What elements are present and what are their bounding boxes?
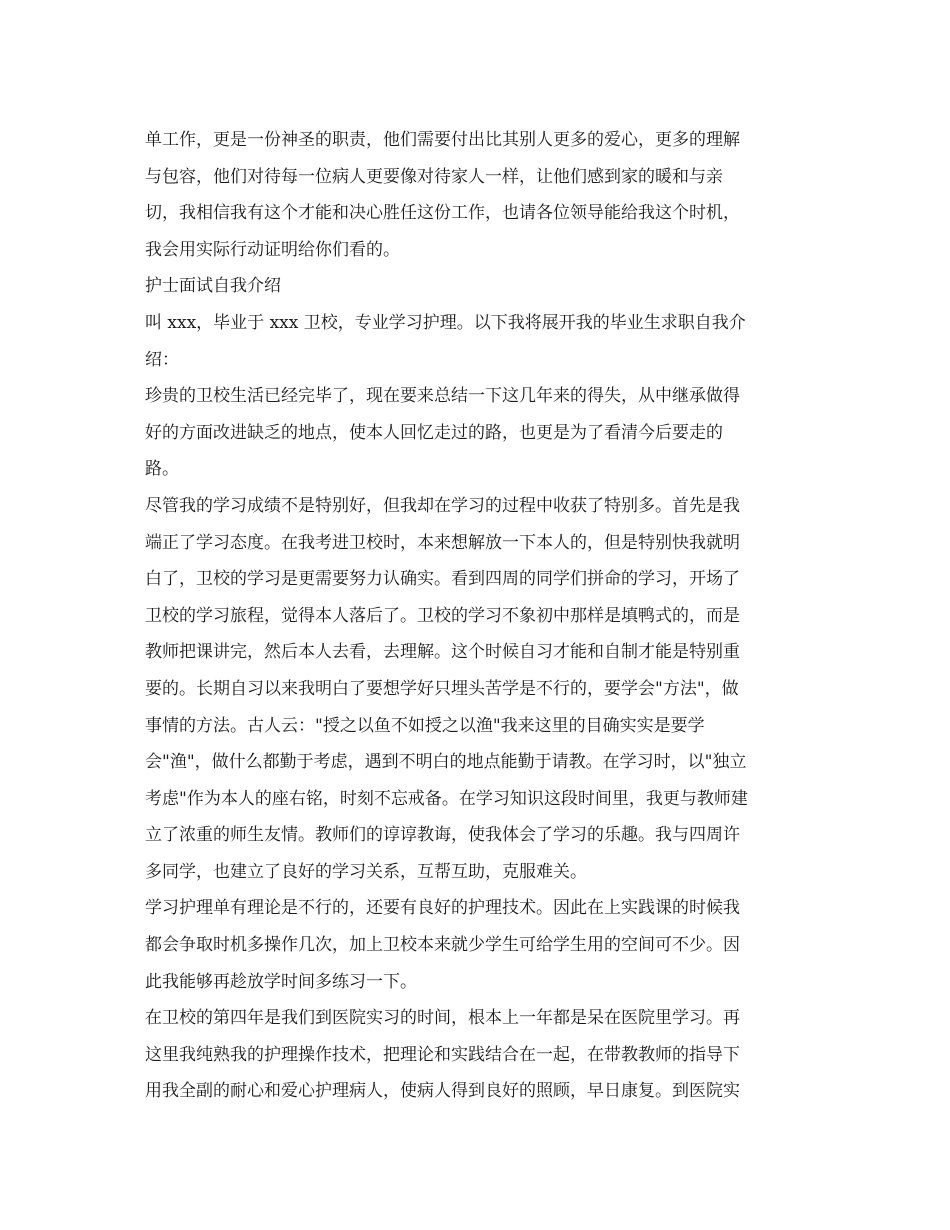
text-line: 珍贵的卫校生活已经完毕了，现在要来总结一下这几年来的得失，从中继承做得: [145, 386, 740, 407]
text-line: 切，我相信我有这个才能和决心胜任这份工作，也请各位领导能给我这个时机，: [145, 203, 740, 224]
text-line: 都会争取时机多操作几次，加上卫校本来就少学生可给学生用的空间可不少。因: [145, 935, 740, 956]
text-line: 叫 xxx，毕业于 xxx 卫校，专业学习护理。以下我将展开我的毕业生求职自我介: [145, 312, 746, 333]
text-line: 端正了学习态度。在我考进卫校时，本来想解放一下本人的，但是特别快我就明: [145, 532, 740, 553]
section-heading: 护士面试自我介绍: [145, 276, 281, 297]
text-line: 路。: [145, 459, 179, 480]
document-body: [145, 122, 810, 1110]
text-line: 事情的方法。古人云："授之以鱼不如授之以渔"我来这里的目确实实是要学: [145, 715, 705, 736]
text-line: 我会用实际行动证明给你们看的。: [145, 239, 400, 260]
text-line: 多同学，也建立了良好的学习关系，互帮互助，克服难关。: [145, 861, 587, 882]
text-line: 教师把课讲完，然后本人去看，去理解。这个时候自习才能和自制才能是特别重: [145, 642, 740, 663]
text-line: 好的方面改进缺乏的地点，使本人回忆走过的路，也更是为了看清今后要走的: [145, 422, 723, 443]
text-line: 用我全副的耐心和爱心护理病人，使病人得到良好的照顾，早日康复。到医院实: [145, 1081, 740, 1102]
text-line: 在卫校的第四年是我们到医院实习的时间，根本上一年都是呆在医院里学习。再: [145, 1008, 740, 1029]
text-line: 尽管我的学习成绩不是特别好，但我却在学习的过程中收获了特别多。首先是我: [145, 495, 740, 516]
text-line: 学习护理单有理论是不行的，还要有良好的护理技术。因此在上实践课的时候我: [145, 898, 740, 919]
text-line: 白了，卫校的学习是更需要努力认确实。看到四周的同学们拼命的学习，开场了: [145, 569, 740, 590]
text-line: 单工作，更是一份神圣的职责，他们需要付出比其别人更多的爱心，更多的理解: [145, 130, 740, 150]
text-line: 要的。长期自习以来我明白了要想学好只埋头苦学是不行的，要学会"方法"，做: [145, 678, 739, 699]
text-line: 立了浓重的师生友情。教师们的谆谆教诲，使我体会了学习的乐趣。我与四周许: [145, 825, 740, 846]
text-line: 考虑"作为本人的座右铭，时刻不忘戒备。在学习知识这段时间里，我更与教师建: [145, 788, 748, 809]
text-line: 会"渔"，做什么都勤于考虑，遇到不明白的地点能勤于请教。在学习时，以"独立: [145, 752, 747, 773]
text-line: 绍：: [145, 349, 179, 370]
text-line: 与包容，他们对待每一位病人更要像对待家人一样，让他们感到家的暖和与亲: [145, 166, 723, 187]
text-line: 卫校的学习旅程，觉得本人落后了。卫校的学习不象初中那样是填鸭式的，而是: [145, 605, 740, 626]
text-line: 这里我纯熟我的护理操作技术，把理论和实践结合在一起，在带教教师的指导下: [145, 1044, 740, 1065]
text-line: 此我能够再趁放学时间多练习一下。: [145, 971, 417, 992]
